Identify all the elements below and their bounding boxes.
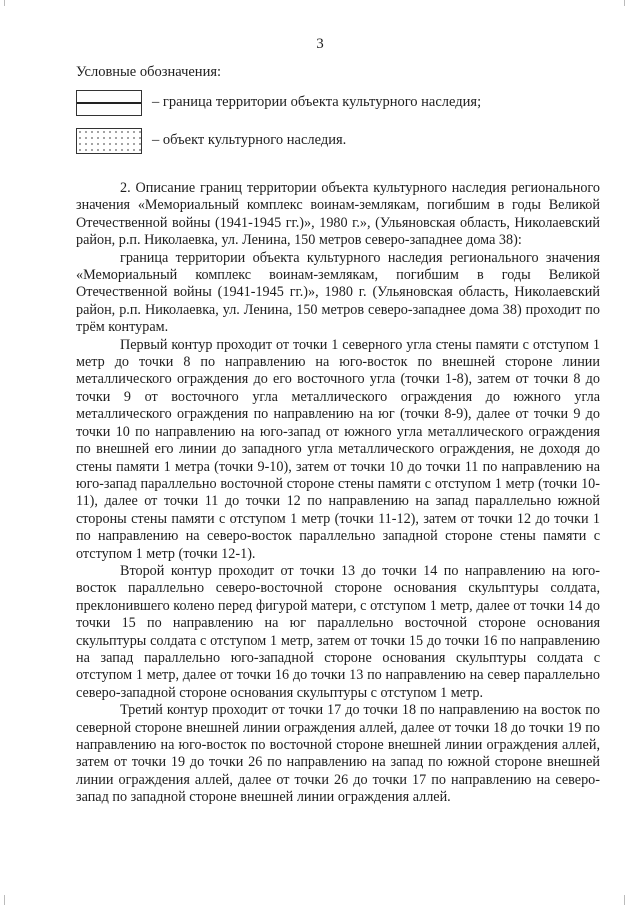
paragraph-third-contour: Третий контур проходит от точки 17 до точки 18 по направлению на восток по северной стороне внешней линии ограждения аллей, далее от точки 18 до точки 19 по направлению на юго-восток по восточной стороне внешней линии ограждения аллей, затем от точки 19 до точки 26 по направлению на запад по южной стороне внешней линии ограждения аллей, далее от точки 26 до точки 17 по направлению на северо-запад по западной стороне внешней линии ограждения аллей. [76, 702, 600, 806]
paragraph-second-contour: Второй контур проходит от точки 13 до точки 14 по направлению на юго-восток параллельно северо-восточной стороне основания скульптуры солдата, преклонившего колено перед фигурой матери, с отступом 1 метр, далее от точки 14 до точки 15 по направлению на юг параллельно восточной стороне основания скульптуры солдата с отступом 1 метр, затем от точки 15 до точки 16 по направлению на запад параллельно юго-западной стороне основания скульптуры солдата с отступом 1 метр, далее от точки 16 до точки 13 по направлению на север параллельно северо-западной стороне основания скульптуры с отступом 1 метр. [76, 562, 600, 701]
dotted-area-swatch-icon [76, 128, 142, 154]
legend-title: Условные обозначения: [76, 64, 222, 80]
boundary-description [76, 180, 600, 807]
legend-item-boundary [76, 90, 576, 118]
paragraph-territory: граница территории объекта культурного наследия регионального значения «Мемориальный комплекс воинам-землякам, погибшим в годы Великой Отечественной войны (1941-1945 гг.)», 1980 г. (Ульяновская область, Николаевский район, р.п. Николаевка, ул. Ленина, 150 метров северо-западнее дома 38) проходит по трём контурам. [76, 249, 600, 336]
section-title: 2. Описание границ территории объекта культурного наследия регионального значения «Мемориальный комплекс воинам-землякам, погибшим в годы Великой Отечественной войны (1941-1945 гг.)», 1980 г.», (Ульяновская область, Николаевский район, р.п. Николаевка, ул. Ленина, 150 метров северо-западнее дома 38): [76, 180, 600, 249]
scan-edge-mark [624, 0, 625, 6]
paragraph-first-contour: Первый контур проходит от точки 1 северного угла стены памяти с отступом 1 метр до точки 8 по направлению на юго-восток по внешней стороне линии металлического ограждения до его восточного угла (точки 1-8), затем от точки 8 до точки 9 от восточного угла металлического ограждения до южного угла металлического ограждения по направлению на юг (точки 8-9), далее от точки 9 до точки 10 по направлению на юго-запад от южного угла металлического ограждения по внешней его линии до западного угла металлического ограждения, не доходя до стены памяти 1 метра (точки 9-10), затем от точки 10 до точки 11 по направлению на юго-запад параллельно восточной стороне стены памяти с отступом 1 метр (точки 10-11), далее от точки 11 до точки 12 по направлению на запад параллельно южной стороны стены памяти с отступом 1 метр (точки 11-12), затем от точки 12 до точки 1 по направлению на северо-восток параллельно западной стороне стены памяти с отступом 1 метр (точки 12-1). [76, 336, 600, 562]
legend-item-heritage-object [76, 128, 576, 156]
scan-edge-mark [624, 895, 625, 905]
legend-item-label: – граница территории объекта культурного наследия; [152, 94, 482, 110]
boundary-line-swatch-icon [76, 90, 142, 116]
page-number: 3 [316, 36, 324, 52]
scan-edge-mark [4, 895, 5, 905]
scan-edge-mark [4, 0, 5, 6]
legend-item-label: – объект культурного наследия. [152, 132, 347, 148]
